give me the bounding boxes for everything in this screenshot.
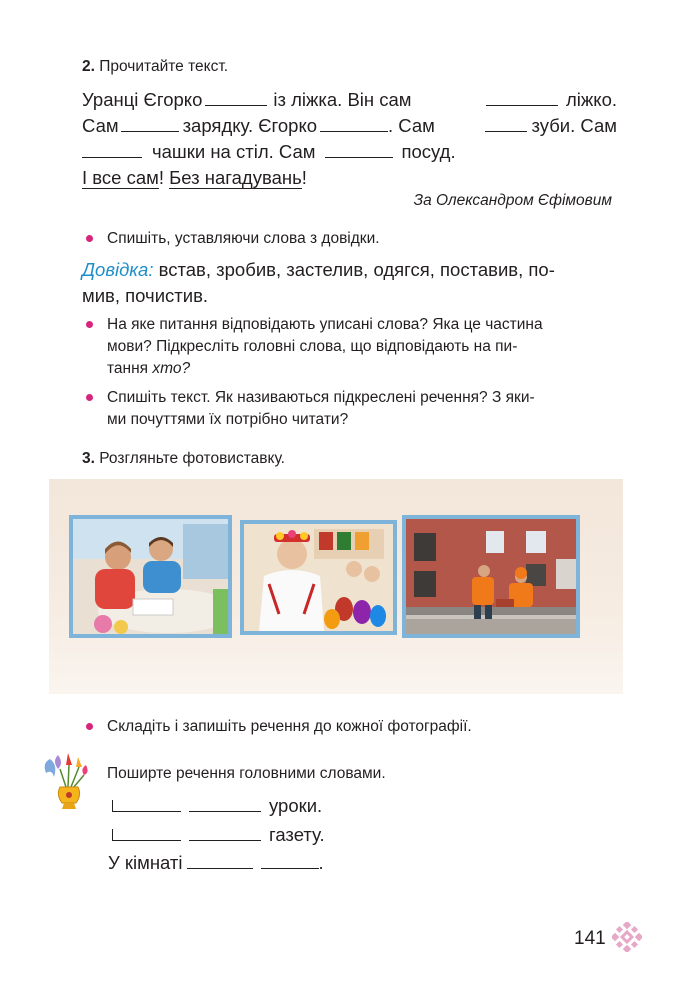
sentence-1 <box>112 793 322 819</box>
sentence-fragment: газету. <box>269 824 325 845</box>
blank <box>325 156 393 158</box>
task-instruction: Розгляньте фотовиставку. <box>99 450 285 467</box>
text-fragment: Уранці Єгорко <box>82 89 203 110</box>
photo-children-crafting <box>69 515 232 638</box>
question-word: хто? <box>152 360 191 377</box>
blank <box>485 130 527 132</box>
underlined-sentence: Без нагадувань <box>169 167 302 188</box>
subject-blank <box>112 829 181 841</box>
blank <box>189 839 261 841</box>
underlined-sentence: І все сам <box>82 167 159 188</box>
bullet-line: Спишіть текст. Як називаються підкреслені речення? З яки- <box>107 389 535 406</box>
bullet-line: ми почуттями їх потрібно читати? <box>107 411 349 428</box>
task-3-header <box>82 450 285 468</box>
photo-construction-workers <box>402 515 580 638</box>
text-fragment: із ліжка. Він сам <box>273 89 412 110</box>
reference-label: Довідка: <box>82 259 154 280</box>
sentence-2 <box>112 822 325 848</box>
bullet-text <box>107 387 612 431</box>
bullet-line: тання <box>107 360 149 377</box>
text-fragment: чашки на стіл. Сам <box>152 141 316 162</box>
photo-girl-easter-eggs <box>240 520 397 635</box>
blank <box>121 130 179 132</box>
bullet-line: На яке питання відповідають уписані слова? Яка це частина <box>107 316 543 333</box>
text-fragment: зуби. Сам <box>531 115 617 136</box>
bullet-icon <box>86 394 93 401</box>
extend-instruction: Поширте речення головними словами. <box>107 765 386 782</box>
task-2-header <box>82 58 228 76</box>
reference-box <box>82 257 622 309</box>
sentence-fragment: У кімнаті <box>108 852 183 873</box>
blank <box>205 104 267 106</box>
page-number: 141 <box>574 928 606 949</box>
text-fragment: ліжко. <box>565 89 617 110</box>
bullet-text: Спишіть, уставляючи слова з довідки. <box>107 230 380 247</box>
blank <box>261 867 319 869</box>
subject-blank <box>112 800 181 812</box>
bullet-icon <box>86 235 93 242</box>
author-credit: За Олександром Єфімовим <box>413 192 612 209</box>
text-line-2 <box>82 113 617 139</box>
text-fragment: . Сам <box>388 115 435 136</box>
task-number: 3. <box>82 450 95 467</box>
sentence-3 <box>108 850 324 876</box>
task-instruction: Прочитайте текст. <box>99 58 229 75</box>
bullet-line: мови? Підкресліть головні слова, що відповідають на пи- <box>107 338 518 355</box>
task-number: 2. <box>82 58 95 75</box>
photo-image <box>406 519 576 634</box>
text-line-3 <box>82 139 617 165</box>
bullet-icon <box>86 723 93 730</box>
bullet-text <box>107 314 612 380</box>
text-fragment: посуд. <box>401 141 456 162</box>
reference-words: встав, зробив, застелив, одягся, поставив, по- <box>158 259 555 280</box>
blank <box>320 130 388 132</box>
photo-image <box>73 519 228 634</box>
reading-text <box>82 87 617 191</box>
text-fragment: ! <box>158 167 164 188</box>
text-fragment: ! <box>301 167 307 188</box>
blank <box>82 156 142 158</box>
blank <box>187 867 253 869</box>
blank <box>189 810 261 812</box>
sentence-fragment: . <box>318 852 324 873</box>
photo-image <box>244 524 393 631</box>
text-line-1 <box>82 87 617 113</box>
bullet-text: Складіть і запишіть речення до кожної фотографії. <box>107 718 472 735</box>
ornament-icon <box>612 922 642 952</box>
blank <box>486 104 558 106</box>
text-line-4 <box>82 165 617 191</box>
reference-words: мив, почистив. <box>82 285 209 306</box>
text-fragment: Сам <box>82 115 119 136</box>
sentence-fragment: уроки. <box>269 795 323 816</box>
text-fragment: зарядку. Єгорко <box>182 115 318 136</box>
flower-vase-icon <box>38 751 98 813</box>
bullet-icon <box>86 321 93 328</box>
